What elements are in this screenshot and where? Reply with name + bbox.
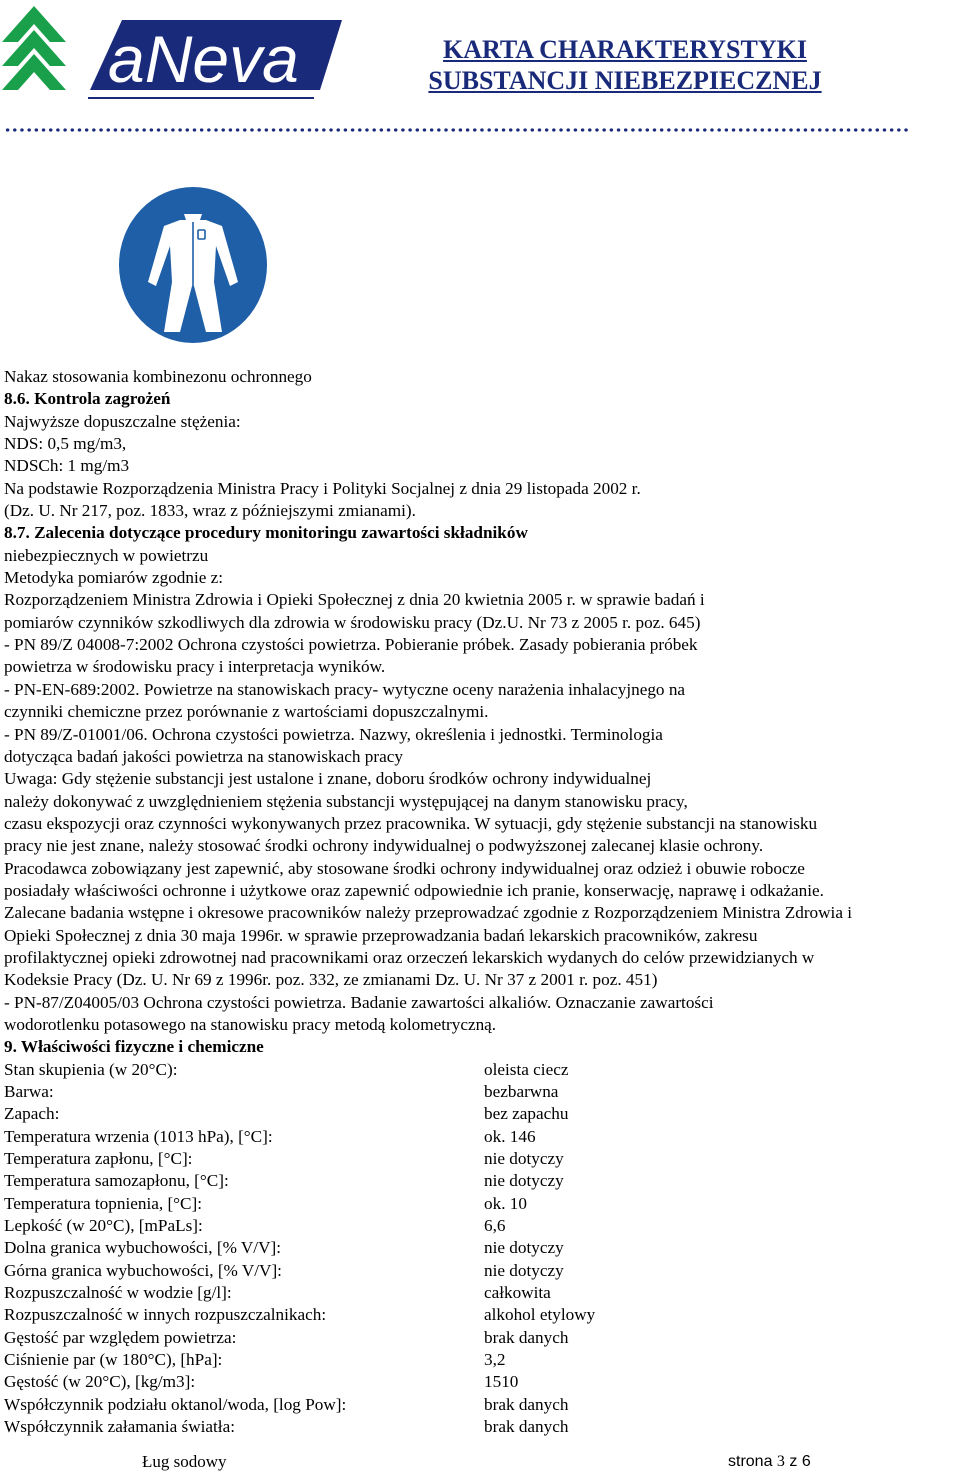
property-label: Gęstość par względem powietrza: bbox=[4, 1327, 237, 1347]
text-line: należy dokonywać z uwzględnieniem stężenia substancji występującej na danym stanowisku pracy, bbox=[4, 791, 688, 811]
property-value: całkowita bbox=[484, 1283, 551, 1303]
property-row bbox=[4, 1193, 960, 1215]
text-line: profilaktycznej opieki zdrowotnej nad pracownikami oraz orzeczeń lekarskich wydanych do celów przewidzianych w bbox=[4, 947, 815, 967]
text-line: Metodyka pomiarów zgodnie z: bbox=[4, 568, 224, 588]
protective-suit-icon bbox=[118, 186, 268, 344]
text-line: NDSCh: 1 mg/m3 bbox=[4, 456, 130, 476]
text-line: Kodeksie Pracy (Dz. U. Nr 69 z 1996r. poz. 332, ze zmianami Dz. U. Nr 37 z 2001 r. poz. 451) bbox=[4, 970, 658, 990]
text-line: czynniki chemiczne przez porównanie z wartościami dopuszczalnymi. bbox=[4, 702, 489, 722]
text-line: niebezpiecznych w powietrzu bbox=[4, 545, 209, 565]
text-line: NDS: 0,5 mg/m3, bbox=[4, 434, 127, 454]
product-name: Ług sodowy bbox=[142, 1452, 227, 1471]
property-label: Górna granica wybuchowości, [% V/V]: bbox=[4, 1260, 282, 1280]
text-line: wodorotlenku potasowego na stanowisku pracy metodą kolometryczną. bbox=[4, 1014, 497, 1034]
property-label: Rozpuszczalność w innych rozpuszczalnikach: bbox=[4, 1305, 327, 1325]
text-line: Zalecane badania wstępne i okresowe pracowników należy przeprowadzać zgodnie z Rozporządzeniem Ministra Zdrowia i bbox=[4, 903, 853, 923]
property-label: Współczynnik załamania światła: bbox=[4, 1417, 235, 1437]
property-label: Temperatura samozapłonu, [°C]: bbox=[4, 1171, 229, 1191]
property-value: nie dotyczy bbox=[484, 1260, 564, 1280]
property-value: ok. 146 bbox=[484, 1126, 536, 1146]
property-row bbox=[4, 1059, 960, 1081]
text-line: - PN-87/Z04005/03 Ochrona czystości powietrza. Badanie zawartości alkaliów. Oznaczanie zawartości bbox=[4, 992, 714, 1012]
property-label: Zapach: bbox=[4, 1104, 60, 1124]
property-row bbox=[4, 1103, 960, 1125]
property-row bbox=[4, 1416, 960, 1438]
text-line: Opieki Społecznej z dnia 30 maja 1996r. w sprawie przeprowadzania badań lekarskich pracowników, zakresu bbox=[4, 925, 758, 945]
document-body bbox=[4, 366, 960, 1439]
dotted-separator bbox=[4, 128, 910, 132]
text-line: powietrza w środowisku pracy i interpretacja wyników. bbox=[4, 657, 386, 677]
page-prefix: strona bbox=[728, 1453, 773, 1470]
property-value: nie dotyczy bbox=[484, 1171, 564, 1191]
property-label: Gęstość (w 20°C), [kg/m3]: bbox=[4, 1372, 196, 1392]
document-title bbox=[340, 34, 910, 96]
property-value: brak danych bbox=[484, 1394, 569, 1414]
text-line: Najwyższe dopuszczalne stężenia: bbox=[4, 411, 241, 431]
property-label: Rozpuszczalność w wodzie [g/l]: bbox=[4, 1283, 232, 1303]
page-total: 6 bbox=[801, 1453, 811, 1470]
page-number bbox=[728, 1453, 811, 1471]
property-row bbox=[4, 1394, 960, 1416]
property-label: Dolna granica wybuchowości, [% V/V]: bbox=[4, 1238, 281, 1258]
property-row bbox=[4, 1148, 960, 1170]
text-line: - PN 89/Z 04008-7:2002 Ochrona czystości powietrza. Pobieranie próbek. Zasady pobierania próbek bbox=[4, 635, 698, 655]
property-value: brak danych bbox=[484, 1417, 569, 1437]
property-label: Ciśnienie par (w 180°C), [hPa]: bbox=[4, 1350, 223, 1370]
property-row bbox=[4, 1349, 960, 1371]
text-line: Na podstawie Rozporządzenia Ministra Pracy i Polityki Socjalnej z dnia 29 listopada 2002 r. bbox=[4, 478, 641, 498]
property-value: nie dotyczy bbox=[484, 1238, 564, 1258]
title-line-2: SUBSTANCJI NIEBEZPIECZNEJ bbox=[428, 66, 822, 95]
properties-table bbox=[4, 1059, 960, 1439]
property-row bbox=[4, 1215, 960, 1237]
property-row bbox=[4, 1237, 960, 1259]
property-label: Lepkość (w 20°C), [mPaLs]: bbox=[4, 1216, 203, 1236]
text-line: czasu ekspozycji oraz czynności wykonywanych przez pracownika. W sytuacji, gdy stężenie substancji na stanowisku bbox=[4, 813, 818, 833]
text-line: (Dz. U. Nr 217, poz. 1833, wraz z późniejszymi zmianami). bbox=[4, 501, 416, 521]
logo-wordmark: aNeva bbox=[108, 22, 299, 96]
section-9-heading: 9. Właściwości fizyczne i chemiczne bbox=[4, 1037, 264, 1057]
text-line: Pracodawca zobowiązany jest zapewnić, aby stosowane środki ochrony indywidualnej oraz odzież i obuwie robocze bbox=[4, 858, 805, 878]
text-line: pracy nie jest znane, należy stosować środki ochrony indywidualnej o podwyższonej zalecanej klasie ochrony. bbox=[4, 836, 764, 856]
property-label: Temperatura topnienia, [°C]: bbox=[4, 1193, 202, 1213]
property-label: Stan skupienia (w 20°C): bbox=[4, 1059, 178, 1079]
property-label: Temperatura wrzenia (1013 hPa), [°C]: bbox=[4, 1126, 273, 1146]
property-row bbox=[4, 1081, 960, 1103]
section-8-6-heading: 8.6. Kontrola zagrożeń bbox=[4, 389, 171, 409]
property-value: brak danych bbox=[484, 1327, 569, 1347]
property-value: bez zapachu bbox=[484, 1104, 569, 1124]
text-line: - PN 89/Z-01001/06. Ochrona czystości powietrza. Nazwy, określenia i jednostki. Terminologia bbox=[4, 724, 663, 744]
property-value: ok. 10 bbox=[484, 1193, 527, 1213]
property-value: 1510 bbox=[484, 1372, 519, 1392]
property-value: alkohol etylowy bbox=[484, 1305, 596, 1325]
property-row bbox=[4, 1260, 960, 1282]
aneva-logo bbox=[2, 4, 347, 108]
text-line: Rozporządzeniem Ministra Zdrowia i Opieki Społecznej z dnia 20 kwietnia 2005 r. w sprawie badań i bbox=[4, 590, 705, 610]
text-line: posiadały właściwości ochronne i użytkowe oraz zapewnić odpowiednie ich pranie, konserwację, naprawę i odkażanie. bbox=[4, 880, 824, 900]
section-8-7-heading: 8.7. Zalecenia dotyczące procedury monitoringu zawartości składników bbox=[4, 523, 528, 543]
property-value: nie dotyczy bbox=[484, 1149, 564, 1169]
text-line: Uwaga: Gdy stężenie substancji jest ustalone i znane, doboru środków ochrony indywidualnej bbox=[4, 769, 652, 789]
text-line: dotycząca badań jakości powietrza na stanowiskach pracy bbox=[4, 746, 403, 766]
pictogram-caption: Nakaz stosowania kombinezonu ochronnego bbox=[4, 367, 312, 386]
property-value: oleista ciecz bbox=[484, 1059, 569, 1079]
property-row bbox=[4, 1282, 960, 1304]
property-row bbox=[4, 1371, 960, 1393]
property-label: Temperatura zapłonu, [°C]: bbox=[4, 1149, 193, 1169]
property-row bbox=[4, 1170, 960, 1192]
property-value: bezbarwna bbox=[484, 1082, 559, 1101]
page-current: 3 bbox=[776, 1453, 785, 1470]
page-separator: z bbox=[789, 1453, 798, 1470]
property-value: 6,6 bbox=[484, 1216, 506, 1236]
property-row bbox=[4, 1304, 960, 1326]
property-value: 3,2 bbox=[484, 1350, 506, 1370]
property-row bbox=[4, 1327, 960, 1349]
property-row bbox=[4, 1126, 960, 1148]
title-line-1: KARTA CHARAKTERYSTYKI bbox=[443, 35, 807, 64]
property-label: Barwa: bbox=[4, 1082, 54, 1101]
text-line: pomiarów czynników szkodliwych dla zdrowia w środowisku pracy (Dz.U. Nr 73 z 2005 r. poz. 645) bbox=[4, 612, 701, 632]
text-line: - PN-EN-689:2002. Powietrze na stanowiskach pracy- wytyczne oceny narażenia inhalacyjnego na bbox=[4, 679, 686, 699]
property-label: Współczynnik podziału oktanol/woda, [log Pow]: bbox=[4, 1394, 347, 1414]
